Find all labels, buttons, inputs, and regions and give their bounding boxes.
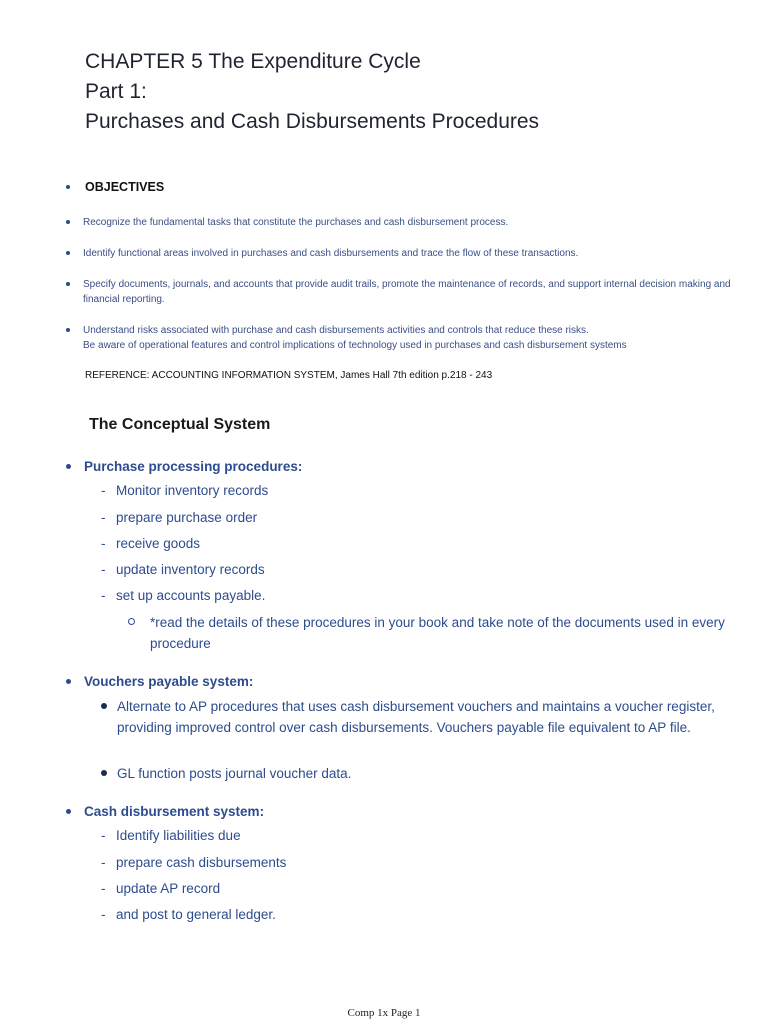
voucher-point: GL function posts journal voucher data. [101, 763, 761, 784]
cash-disbursement-section [66, 801, 766, 922]
objective-item [66, 323, 756, 353]
procedure-step: - update inventory records [101, 562, 265, 577]
cash-heading-row [66, 801, 766, 821]
bullet-icon [66, 464, 71, 469]
bullet-icon [101, 770, 107, 776]
bullet-icon [66, 220, 70, 224]
bullet-icon [66, 185, 70, 189]
bullet-icon [66, 679, 71, 684]
purchase-processing-section [66, 456, 766, 651]
objective-text: Be aware of operational features and control implications of technology used in purchases and cash disbursement systems [83, 340, 627, 351]
bullet-icon [66, 282, 70, 286]
objectives-heading-row [66, 180, 756, 194]
bullet-icon [66, 809, 71, 814]
objective-text: Understand risks associated with purchase and cash disbursements activities and controls that reduce these risks. [83, 325, 589, 336]
reference-note: REFERENCE: ACCOUNTING INFORMATION SYSTEM, James Hall 7th edition p.218 - 243 [85, 370, 493, 381]
objective-item: Specify documents, journals, and accounts that provide audit trails, promote the maintenance of records, and support internal decision making and financial reporting. [66, 277, 756, 307]
procedure-step: - Monitor inventory records [101, 483, 269, 498]
bullet-icon [66, 251, 70, 255]
procedure-step: - update AP record [101, 881, 221, 896]
chapter-title: CHAPTER 5 The Expenditure Cycle [85, 50, 421, 73]
objective-item: Recognize the fundamental tasks that constitute the purchases and cash disbursement process. [66, 215, 756, 230]
procedure-step: - prepare purchase order [101, 510, 258, 525]
cash-heading: Cash disbursement system: [84, 803, 265, 819]
objective-item: Identify functional areas involved in purchases and cash disbursements and trace the flow of these transactions. [66, 246, 756, 261]
procedure-step: - set up accounts payable. [101, 588, 266, 603]
purchase-heading-row [66, 456, 766, 476]
part-subtitle: Purchases and Cash Disbursements Procedures [85, 110, 540, 133]
circle-bullet-icon [128, 618, 135, 625]
objectives-heading: OBJECTIVES [85, 180, 165, 194]
vouchers-heading-row [66, 671, 766, 691]
bullet-icon [66, 328, 70, 332]
part-title: Part 1: [85, 80, 147, 103]
purchase-heading: Purchase processing procedures: [84, 458, 303, 474]
vouchers-payable-section [66, 671, 766, 781]
procedure-step: - receive goods [101, 536, 201, 551]
objectives-section [66, 180, 756, 381]
reading-note: *read the details of these procedures in your book and take note of the documents used in every procedure [128, 612, 768, 654]
section-title: The Conceptual System [89, 416, 271, 433]
chapter-title-block [85, 47, 539, 137]
voucher-point: Alternate to AP procedures that uses cash disbursement vouchers and maintains a voucher register, providing improved control over cash disbursements. Vouchers payable file equivalent to AP file. [101, 696, 761, 738]
procedure-step: - Identify liabilities due [101, 828, 241, 843]
procedure-step: - prepare cash disbursements [101, 855, 287, 870]
page-footer: Comp 1x Page 1 [347, 1007, 421, 1019]
vouchers-heading: Vouchers payable system: [84, 673, 254, 689]
procedure-step: - and post to general ledger. [101, 907, 276, 922]
bullet-icon [101, 703, 107, 709]
